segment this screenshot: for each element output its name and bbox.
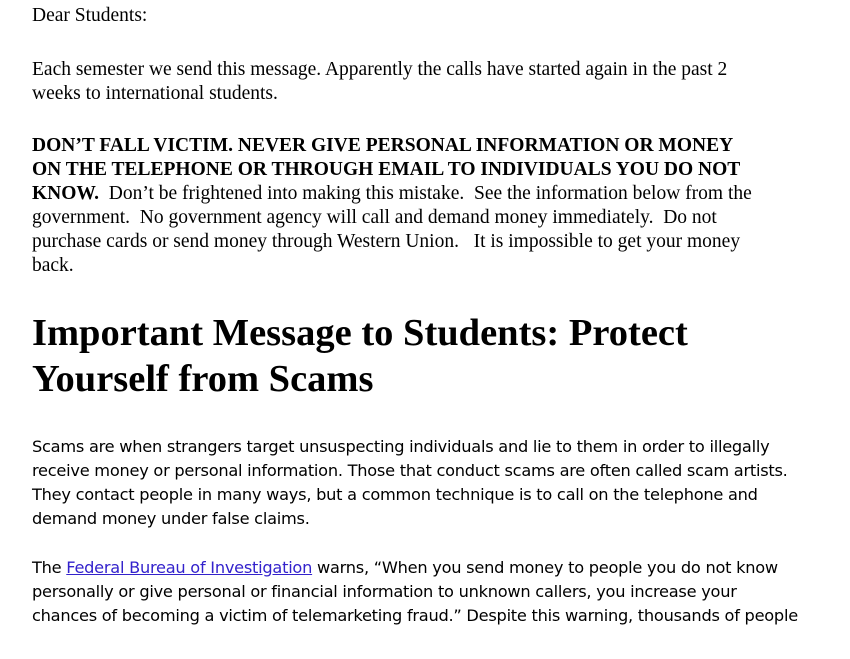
letter-warning-paragraph bbox=[32, 134, 827, 278]
letter-intro-paragraph bbox=[32, 58, 727, 106]
article-heading bbox=[32, 310, 688, 402]
text-line: demand money under false claims. bbox=[32, 509, 310, 528]
heading-line: Yourself from Scams bbox=[32, 358, 374, 400]
text-line bbox=[32, 182, 827, 206]
warning-bold-line: DON’T FALL VICTIM. NEVER GIVE PERSONAL INFORMATION OR MONEY bbox=[32, 135, 734, 156]
fbi-link[interactable]: Federal Bureau of Investigation bbox=[66, 558, 313, 577]
text-line: receive money or personal information. Those that conduct scams are often called scam artists. bbox=[32, 461, 788, 480]
article-fbi-paragraph bbox=[32, 556, 798, 628]
warning-text: Don’t be frightened into making this mistake. See the information below from the bbox=[99, 183, 752, 204]
text-line: Each semester we send this message. Apparently the calls have started again in the past 2 bbox=[32, 59, 728, 80]
text-line bbox=[32, 556, 798, 580]
text-line: They contact people in many ways, but a common technique is to call on the telephone and bbox=[32, 485, 758, 504]
article-scams-definition-paragraph bbox=[32, 435, 788, 531]
text-line: Scams are when strangers target unsuspecting individuals and lie to them in order to illegally bbox=[32, 437, 770, 456]
text-line: government. No government agency will call and demand money immediately. Do not bbox=[32, 207, 717, 228]
warning-bold-text: KNOW. bbox=[32, 183, 100, 204]
text-line: weeks to international students. bbox=[32, 83, 278, 104]
warning-bold-line: ON THE TELEPHONE OR THROUGH EMAIL TO INDIVIDUALS YOU DO NOT bbox=[32, 159, 741, 180]
text-line: back. bbox=[32, 255, 74, 276]
letter-greeting: Dear Students: bbox=[32, 5, 148, 26]
text-prefix: The bbox=[32, 558, 67, 577]
text-line: personally or give personal or financial information to unknown callers, you increase your bbox=[32, 582, 737, 601]
heading-line: Important Message to Students: Protect bbox=[32, 312, 688, 354]
text-line: purchase cards or send money through Western Union. It is impossible to get your money bbox=[32, 231, 741, 252]
text-rest: warns, “When you send money to people you do not know bbox=[312, 558, 778, 577]
text-line: chances of becoming a victim of telemarketing fraud.” Despite this warning, thousands of people bbox=[32, 606, 798, 625]
